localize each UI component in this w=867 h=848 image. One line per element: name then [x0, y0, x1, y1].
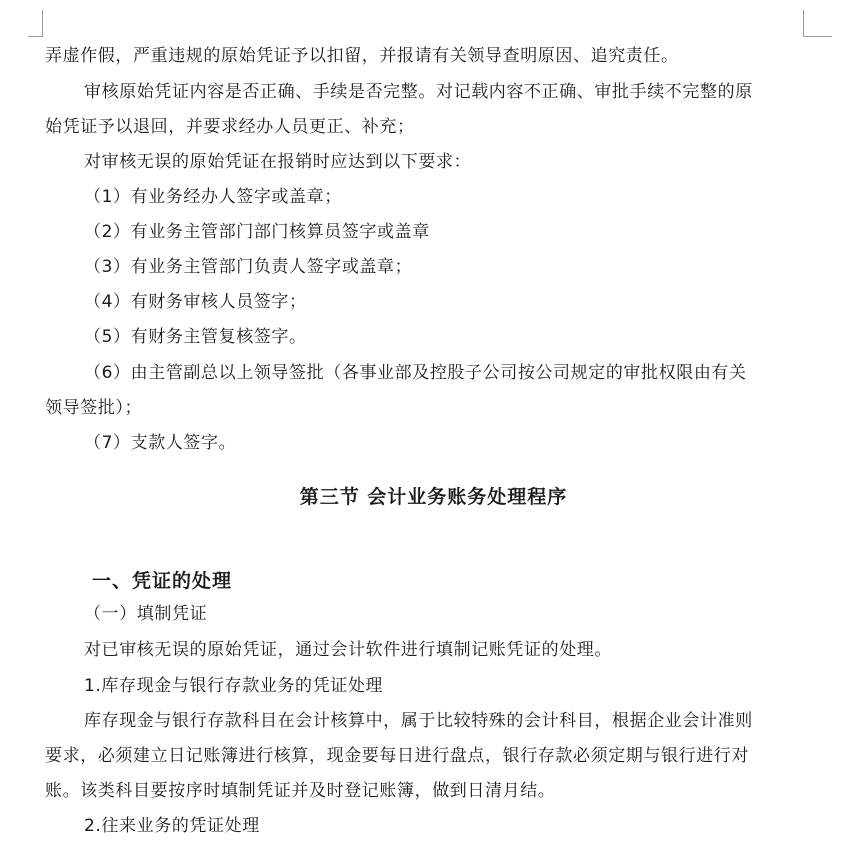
paragraph-line: 弄虚作假，严重违规的原始凭证予以扣留，并报请有关领导查明原因、追究责任。	[45, 46, 679, 66]
section-title: 第三节 会计业务账务处理程序	[299, 486, 568, 508]
crop-mark-top-right	[803, 10, 832, 37]
list-item: （3）有业务主管部门负责人签字或盖章；	[84, 257, 413, 277]
paragraph-line: 对已审核无误的原始凭证，通过会计软件进行填制记账凭证的处理。	[84, 640, 612, 660]
list-item: （2）有业务主管部门部门核算员签字或盖章	[84, 222, 430, 242]
subheading-line: 2.往来业务的凭证处理	[84, 816, 260, 836]
subsection-title: 一、凭证的处理	[92, 570, 233, 592]
list-item-continuation: 领导签批）；	[45, 398, 143, 418]
crop-mark-top-left	[28, 10, 43, 37]
subheading-line: 1.库存现金与银行存款业务的凭证处理	[84, 676, 384, 696]
list-item: （5）有财务主管复核签字。	[84, 327, 307, 347]
list-item: （4）有财务审核人员签字；	[84, 292, 307, 312]
list-item: （7）支款人签字。	[84, 433, 237, 453]
paragraph-line: 库存现金与银行存款科目在会计核算中，属于比较特殊的会计科目，根据企业会计准则	[84, 711, 753, 731]
paragraph-line: 对审核无误的原始凭证在报销时应达到以下要求：	[84, 152, 472, 172]
paragraph-line: 要求，必须建立日记账簿进行核算，现金要每日进行盘点，银行存款必须定期与银行进行对	[45, 746, 749, 766]
paragraph-line: 账。该类科目要按序时填制凭证并及时登记账簿，做到日清月结。	[45, 781, 556, 801]
subheading-line: （一）填制凭证	[84, 604, 208, 624]
list-item: （1）有业务经办人签字或盖章；	[84, 187, 342, 207]
list-item: （6）由主管副总以上领导签批（各事业部及控股子公司按公司规定的审批权限由有关	[84, 363, 747, 383]
paragraph-line: 审核原始凭证内容是否正确、手续是否完整。对记载内容不正确、审批手续不完整的原	[84, 82, 753, 102]
paragraph-line: 始凭证予以退回，并要求经办人员更正、补充；	[45, 117, 415, 137]
